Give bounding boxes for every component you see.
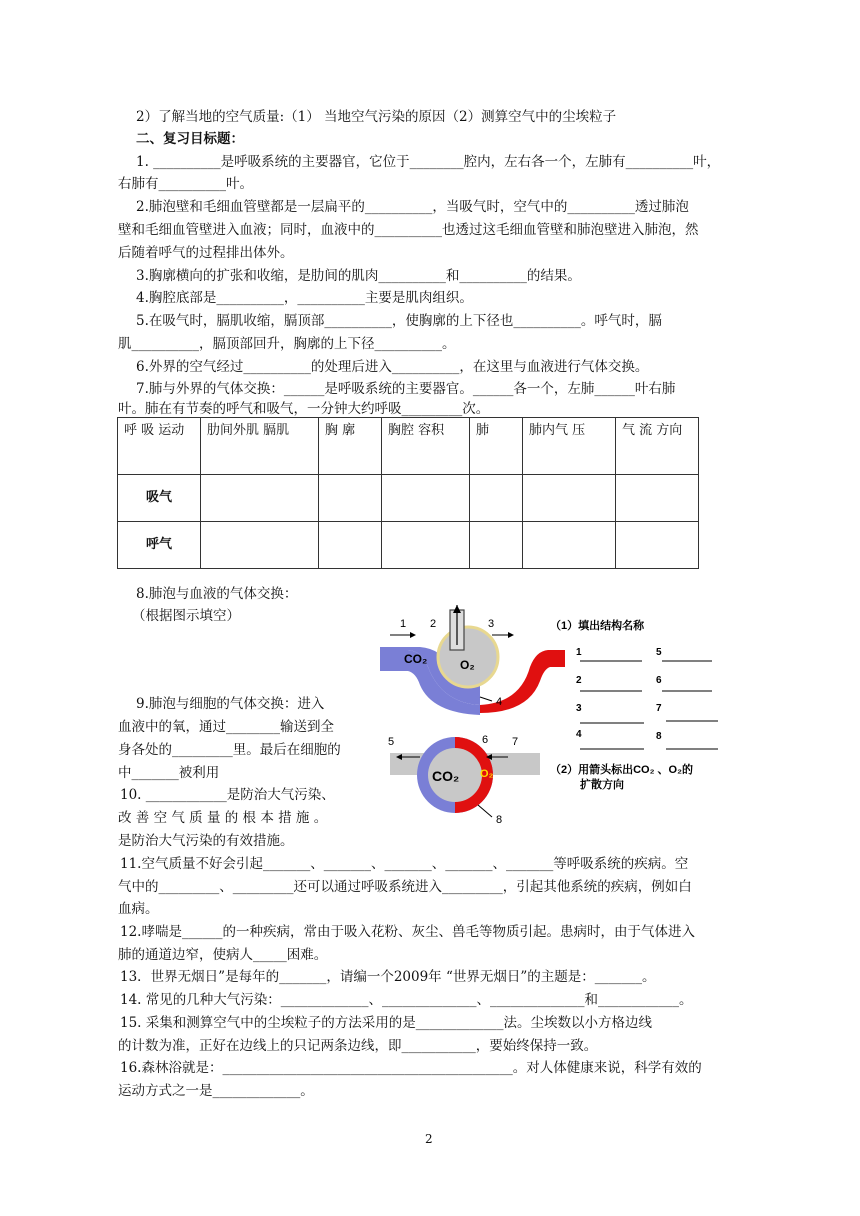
table-row-label: 吸气	[118, 475, 201, 522]
label-6: 6	[482, 734, 489, 746]
table-cell[interactable]	[523, 475, 616, 522]
svg-text:O₂: O₂	[480, 768, 494, 780]
table-row-label: 呼气	[118, 522, 201, 569]
page-number: 2	[425, 1132, 433, 1146]
table-cell[interactable]	[470, 522, 523, 569]
table-header-cell: 胸 廓	[319, 418, 382, 475]
label-3: 3	[488, 618, 495, 630]
table-header-cell: 肺	[470, 418, 523, 475]
label-7: 7	[512, 736, 519, 748]
question-10: 10. ____________是防治大气污染、	[120, 787, 335, 803]
table-cell[interactable]	[319, 522, 382, 569]
table-header-cell: 气 流 方向	[616, 418, 699, 475]
table-cell[interactable]	[523, 522, 616, 569]
svg-text:4: 4	[576, 729, 582, 740]
question-12: 12.哮喘是______的一种疾病，常由于吸入花粉、灰尘、兽毛等物质引起。患病时，由于气体进入	[120, 924, 695, 940]
svg-text:5: 5	[656, 647, 662, 658]
svg-text:7: 7	[656, 703, 662, 714]
question-5-cont: 肌__________，膈顶部回升，胸廓的上下径__________。	[118, 336, 456, 352]
question-2-cont: 壁和毛细血管壁进入血液；同时，血液中的__________也透过这毛细血管壁和肺泡壁进入肺泡，然	[118, 222, 699, 238]
table-cell[interactable]	[470, 475, 523, 522]
table-header-row	[118, 418, 699, 475]
question-14: 14. 常见的几种大气污染：_____________、______________、______________和____________。	[120, 992, 693, 1008]
table-cell[interactable]	[616, 522, 699, 569]
question-8-note: （根据图示填空）	[132, 608, 240, 624]
question-13: 13．世界无烟日”是每年的_______，请编一个2009年 “世界无烟日”的主题是：_______。	[120, 969, 656, 985]
label-4: 4	[496, 696, 503, 708]
svg-text:1: 1	[576, 647, 582, 658]
question-11-cont2: 血病。	[118, 901, 159, 917]
question-8: 8.肺泡与血液的气体交换：	[136, 586, 298, 602]
table-cell[interactable]	[201, 475, 319, 522]
svg-text:3: 3	[576, 703, 582, 714]
question-5: 5.在吸气时，膈肌收缩，膈顶部__________，使胸廓的上下径也__________。呼气时，膈	[136, 313, 662, 329]
question-15: 15. 采集和测算空气中的尘埃粒子的方法采用的是_____________法。尘埃数以小方格边线	[120, 1015, 653, 1031]
table-cell[interactable]	[319, 475, 382, 522]
table-cell[interactable]	[616, 475, 699, 522]
question-7: 7.肺与外界的气体交换：______是呼吸系统的主要器官。______各一个，左肺______叶右肺	[136, 381, 676, 397]
table-cell[interactable]	[382, 475, 470, 522]
question-16-cont: 运动方式之一是_____________。	[118, 1083, 314, 1099]
question-9-cont3: 中_______被利用	[118, 765, 220, 781]
respiration-table	[117, 417, 699, 569]
question-1: 1. __________是呼吸系统的主要器官，它位于________腔内，左右各一个，左肺有__________叶，	[136, 154, 721, 170]
alveolus-circle	[438, 627, 498, 687]
question-10-cont: 改 善 空 气 质 量 的 根 本 措 施 。	[118, 810, 328, 826]
table-cell[interactable]	[201, 522, 319, 569]
table-header-cell: 胸腔 容积	[382, 418, 470, 475]
table-cell[interactable]	[382, 522, 470, 569]
question-11-cont: 气中的_________、_________还可以通过呼吸系统进入_________，引起其他系统的疾病，例如白	[118, 879, 692, 895]
question-15-cont: 的计数为准，正好在边线上的只记两条边线，即___________，要始终保持一致。	[118, 1038, 598, 1054]
answer-panel	[550, 618, 718, 791]
section-heading: 二、复习目标题：	[136, 131, 244, 147]
table-header-cell: 肋间外肌 膈肌	[201, 418, 319, 475]
question-9: 9.肺泡与细胞的气体交换：进入	[136, 696, 325, 712]
svg-text:CO₂: CO₂	[432, 768, 460, 784]
question-16: 16.森林浴就是：___________________________________________。对人体健康来说，科学有效的	[120, 1060, 702, 1076]
label-2: 2	[430, 618, 437, 630]
question-9-cont: 血液中的氧，通过________输送到全	[118, 719, 334, 735]
svg-text:6: 6	[656, 675, 662, 686]
co2-label: CO₂	[404, 652, 428, 666]
answer-title-2: （2）用箭头标出CO₂ 、O₂的	[550, 764, 694, 776]
svg-text:2: 2	[576, 675, 582, 686]
question-7-cont: 叶。肺在有节奏的呼气和吸气，一分钟大约呼吸_________次。	[118, 401, 490, 417]
question-1-cont: 右肺有__________叶。	[118, 176, 253, 192]
table-row	[118, 522, 699, 569]
tissue-diagram	[388, 734, 540, 826]
gas-exchange-diagram	[380, 605, 760, 830]
table-row	[118, 475, 699, 522]
text-line: 2）了解当地的空气质量:（1） 当地空气污染的原因（2）测算空气中的尘埃粒子	[136, 109, 617, 125]
question-6: 6.外界的空气经过__________的处理后进入__________，在这里与血液进行气体交换。	[136, 359, 649, 375]
label-1: 1	[400, 618, 407, 630]
answer-title-1: （1）填出结构名称	[550, 620, 645, 632]
question-10-cont2: 是防治大气污染的有效措施。	[118, 833, 294, 849]
question-3: 3.胸廓横向的扩张和收缩，是肋间的肌肉__________和__________的结果。	[136, 268, 581, 284]
table-header-cell: 呼 吸 运动	[118, 418, 201, 475]
question-2: 2.肺泡壁和毛细血管壁都是一层扁平的__________，当吸气时，空气中的__________透过肺泡	[136, 199, 689, 215]
o2-label: O₂	[460, 658, 475, 672]
question-12-cont: 肺的通道边窄，使病人_____困难。	[118, 947, 328, 963]
question-4: 4.胸腔底部是__________，__________主要是肌肉组织。	[136, 290, 473, 306]
question-9-cont2: 身各处的_________里。最后在细胞的	[118, 742, 341, 758]
label-5: 5	[388, 736, 395, 748]
alveolus-diagram	[380, 605, 565, 715]
label-8: 8	[496, 814, 503, 826]
question-2-cont2: 后随着呼气的过程排出体外。	[118, 245, 294, 261]
table-header-cell: 肺内气 压	[523, 418, 616, 475]
question-11: 11.空气质量不好会引起_______、_______、_______、_______、_______等呼吸系统的疾病。空	[120, 856, 689, 872]
svg-text:8: 8	[656, 731, 662, 742]
answer-title-2b: 扩散方向	[580, 779, 624, 791]
